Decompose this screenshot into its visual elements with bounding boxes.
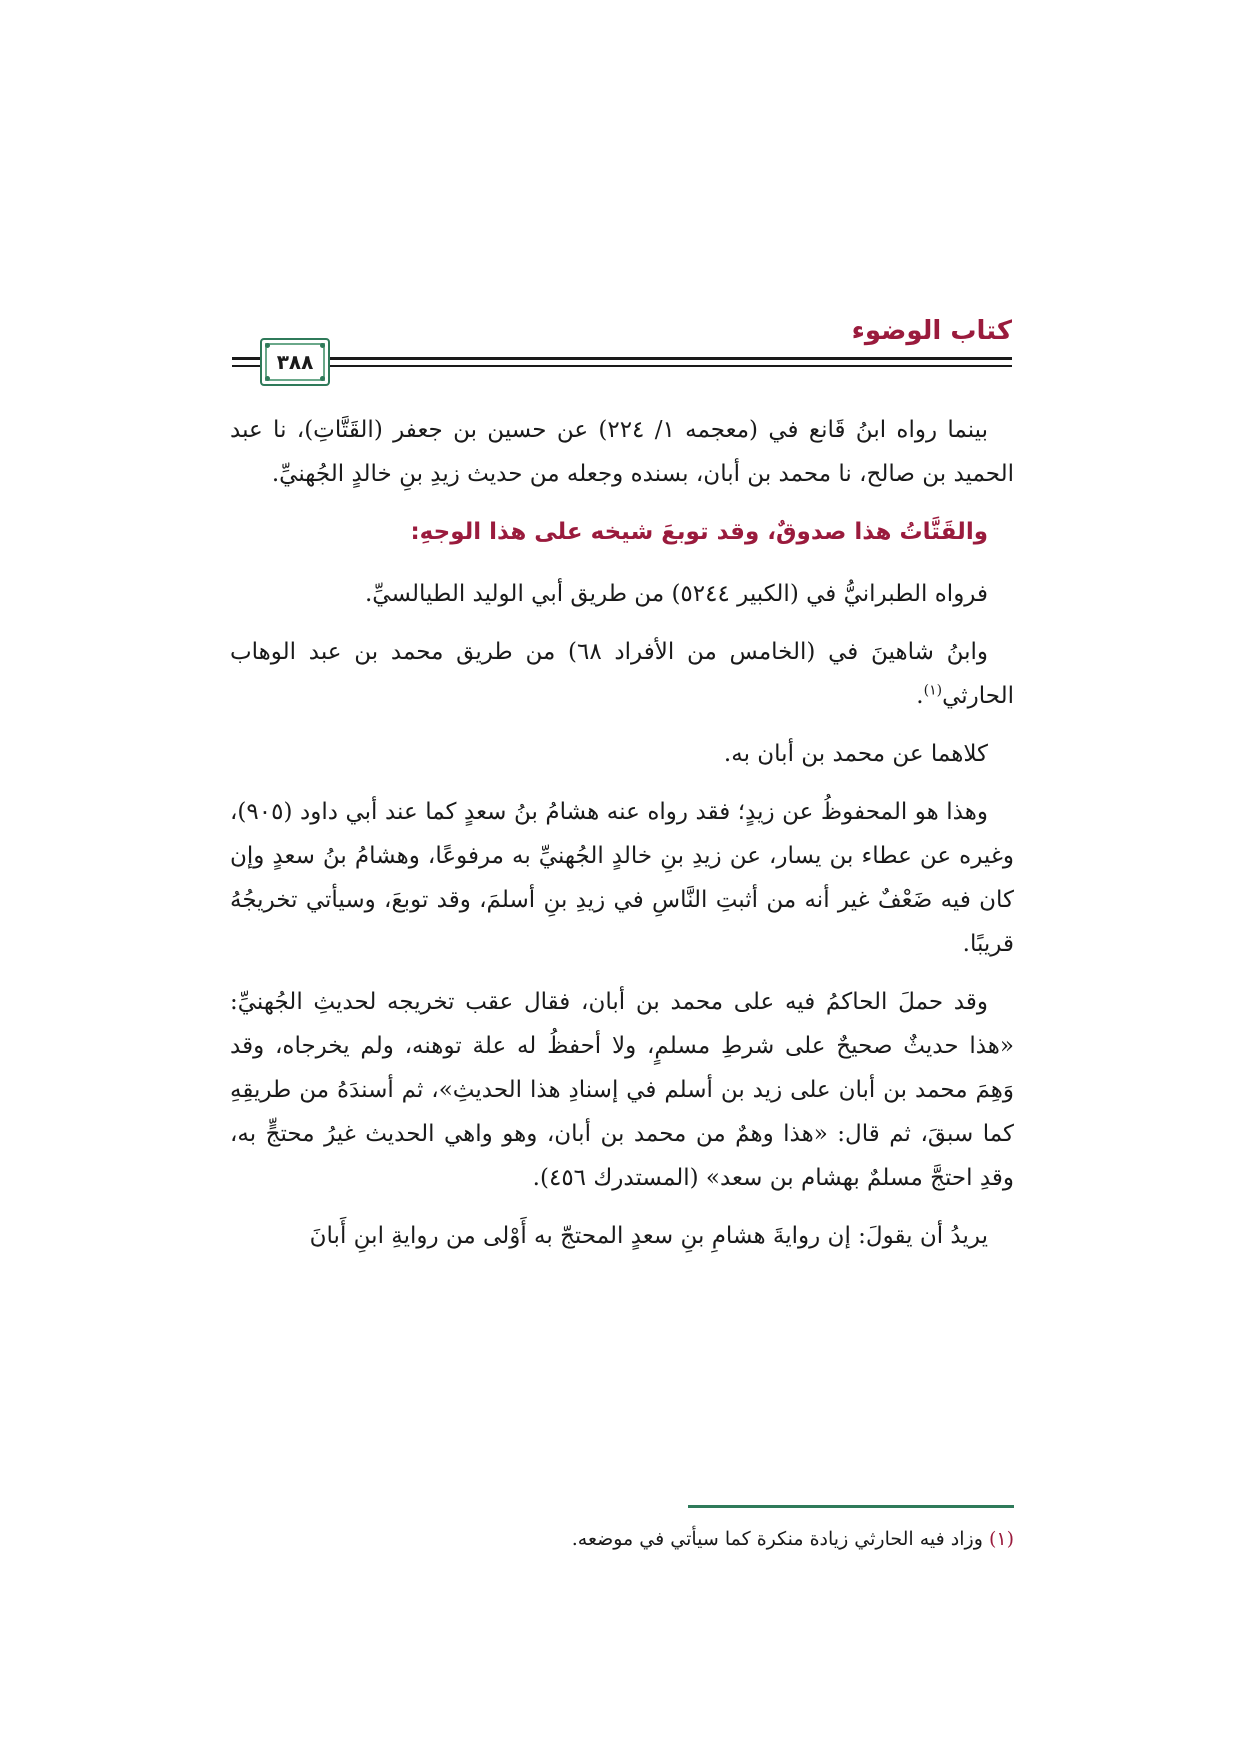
paragraph-text: وابنُ شاهينَ في (الخامس من الأفراد ٦٨) من طريق محمد بن عبد الوهاب الحارثي bbox=[230, 639, 1014, 709]
page-number: ٣٨٨ bbox=[276, 350, 314, 374]
paragraph: فرواه الطبرانيُّ في (الكبير ٥٢٤٤) من طريق أبي الوليد الطيالسيِّ. bbox=[365, 581, 988, 607]
header-rule-thick bbox=[232, 357, 1012, 360]
book-title: كتاب الوضوء bbox=[851, 316, 1012, 346]
paragraph: وقد حملَ الحاكمُ فيه على محمد بن أبان، فقال عقب تخريجه لحديثِ الجُهنيِّ: «هذا حديثٌ صحيحٌ على شرطِ مسلمٍ، ولا أحفظُ له علة توهنه، ولم يخرجاه، وقد وَهِمَ محمد بن أبان على زيد بن أسلم في إسنادِ هذا الحديثِ»، ثم أسندَهُ من طريقِهِ كما سبقَ، ثم قال: «هذا وهمٌ من محمد بن أبان، وهو واهي الحديث غيرُ محتجٍّ به، وقدِ احتجَّ مسلمٌ بهشام بن سعد» (المستدرك ٤٥٦). bbox=[230, 989, 1014, 1191]
paragraph: يريدُ أن يقولَ: إن روايةَ هشامِ بنِ سعدٍ المحتجّ به أَوْلى من روايةِ ابنِ أَبانَ bbox=[309, 1223, 988, 1249]
ornament-icon bbox=[265, 376, 270, 381]
footnote-mark: (١) bbox=[988, 1528, 1014, 1550]
main-text bbox=[230, 408, 1014, 1272]
footnote-text: وزاد فيه الحارثي زيادة منكرة كما سيأتي في موضعه. bbox=[571, 1528, 983, 1550]
footnote-reference[interactable]: (١) bbox=[923, 682, 943, 699]
page-number-badge bbox=[260, 338, 330, 386]
ornament-icon bbox=[265, 343, 270, 348]
paragraph-trail: . bbox=[916, 683, 924, 709]
ornament-icon bbox=[320, 376, 325, 381]
paragraph bbox=[230, 630, 1014, 718]
paragraph: كلاهما عن محمد بن أبان به. bbox=[723, 741, 988, 767]
ornament-icon bbox=[320, 343, 325, 348]
paragraph: بينما رواه ابنُ قَانع في (معجمه ١/ ٢٢٤) عن حسين بن جعفر (القَتَّاتِ)، نا عبد الحميد بن صالح، نا محمد بن أبان، بسنده وجعله من حديث زيدِ بنِ خالدٍ الجُهنيِّ. bbox=[230, 417, 1014, 487]
footnote-divider bbox=[688, 1505, 1014, 1508]
paragraph: وهذا هو المحفوظُ عن زيدٍ؛ فقد رواه عنه هشامُ بنُ سعدٍ كما عند أبي داود (٩٠٥)، وغيره عن عطاء بن يسار، عن زيدِ بنِ خالدٍ الجُهنيِّ به مرفوعًا، وهشامُ بنُ سعدٍ وإن كان فيه ضَعْفٌ غير أنه من أثبتِ النَّاسِ في زيدِ بنِ أسلمَ، وقد توبعَ، وسيأتي تخريجُهُ قريبًا. bbox=[230, 799, 1014, 957]
footnote bbox=[230, 1524, 1014, 1554]
section-heading: والقَتَّاتُ هذا صدوقٌ، وقد توبعَ شيخه على هذا الوجهِ: bbox=[410, 519, 988, 545]
header-rule-thin bbox=[232, 365, 1012, 367]
page-header bbox=[232, 316, 1012, 388]
